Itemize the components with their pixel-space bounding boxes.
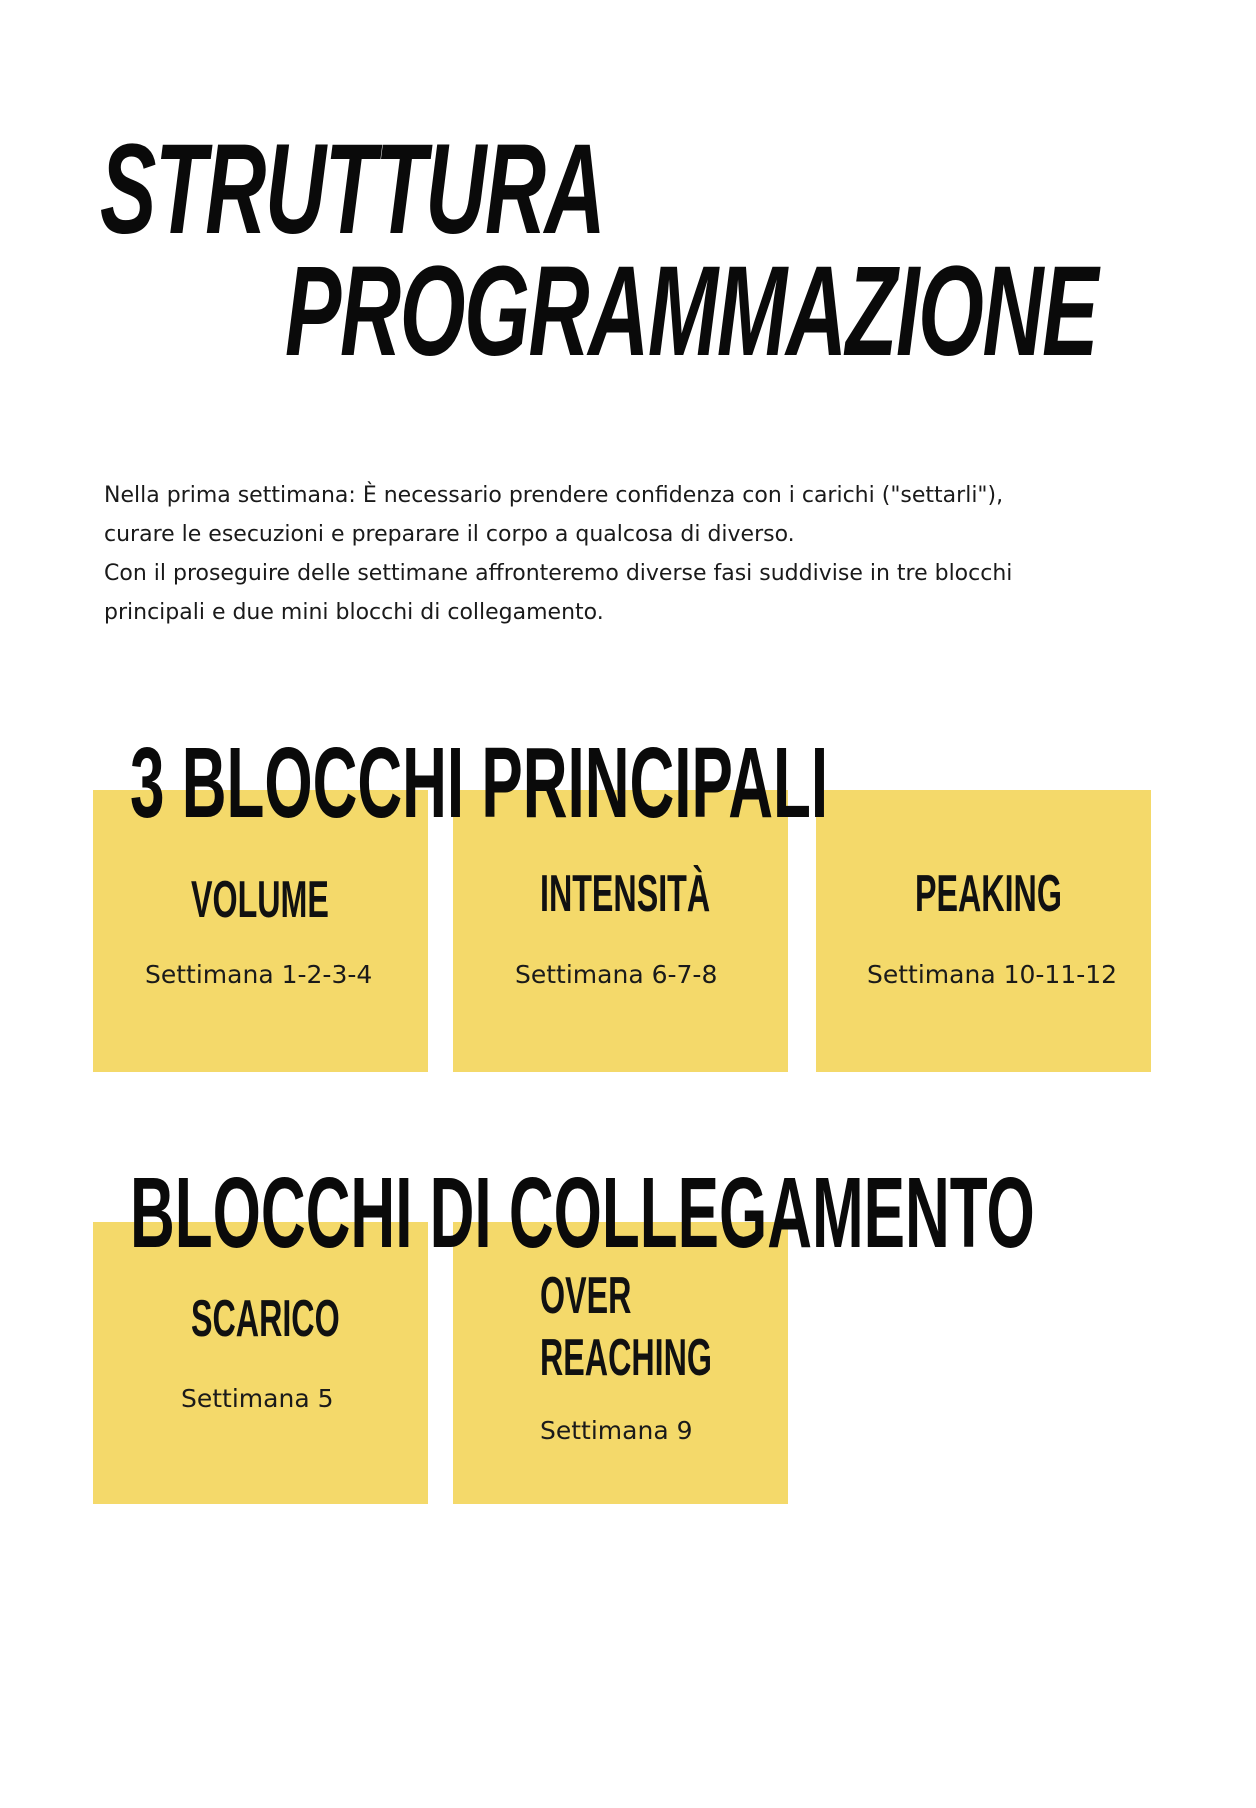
page-title-line-1: STRUTTURA xyxy=(100,118,605,261)
block-weeks-volume: Settimana 1-2-3-4 xyxy=(145,960,373,989)
block-weeks-overreaching: Settimana 9 xyxy=(540,1416,693,1445)
block-title-peaking: PEAKING xyxy=(915,865,1062,923)
block-card-peaking xyxy=(816,790,1151,1072)
block-title-scarico: SCARICO xyxy=(191,1290,340,1348)
intro-line: principali e due mini blocchi di collegamento. xyxy=(104,600,604,625)
intro-line: curare le esecuzioni e preparare il corpo a qualcosa di diverso. xyxy=(104,522,795,547)
block-title-overreaching-line-1: OVER xyxy=(540,1267,632,1325)
block-title-intensita: INTENSITÀ xyxy=(540,865,711,923)
intro-line: Con il proseguire delle settimane affronteremo diverse fasi suddivise in tre blocchi xyxy=(104,561,1013,586)
main-blocks-heading: 3 BLOCCHI PRINCIPALI xyxy=(130,727,829,839)
block-weeks-peaking: Settimana 10-11-12 xyxy=(867,960,1118,989)
page-title-line-2: PROGRAMMAZIONE xyxy=(285,240,1098,383)
intro-paragraph xyxy=(104,476,1124,632)
block-title-volume: VOLUME xyxy=(191,871,329,929)
block-weeks-scarico: Settimana 5 xyxy=(181,1384,334,1413)
block-title-overreaching-line-2: REACHING xyxy=(540,1329,712,1387)
block-weeks-intensita: Settimana 6-7-8 xyxy=(515,960,718,989)
intro-line: Nella prima settimana: È necessario prendere confidenza con i carichi ("settarli"), xyxy=(104,483,1004,508)
link-blocks-heading: BLOCCHI DI COLLEGAMENTO xyxy=(130,1157,1035,1269)
